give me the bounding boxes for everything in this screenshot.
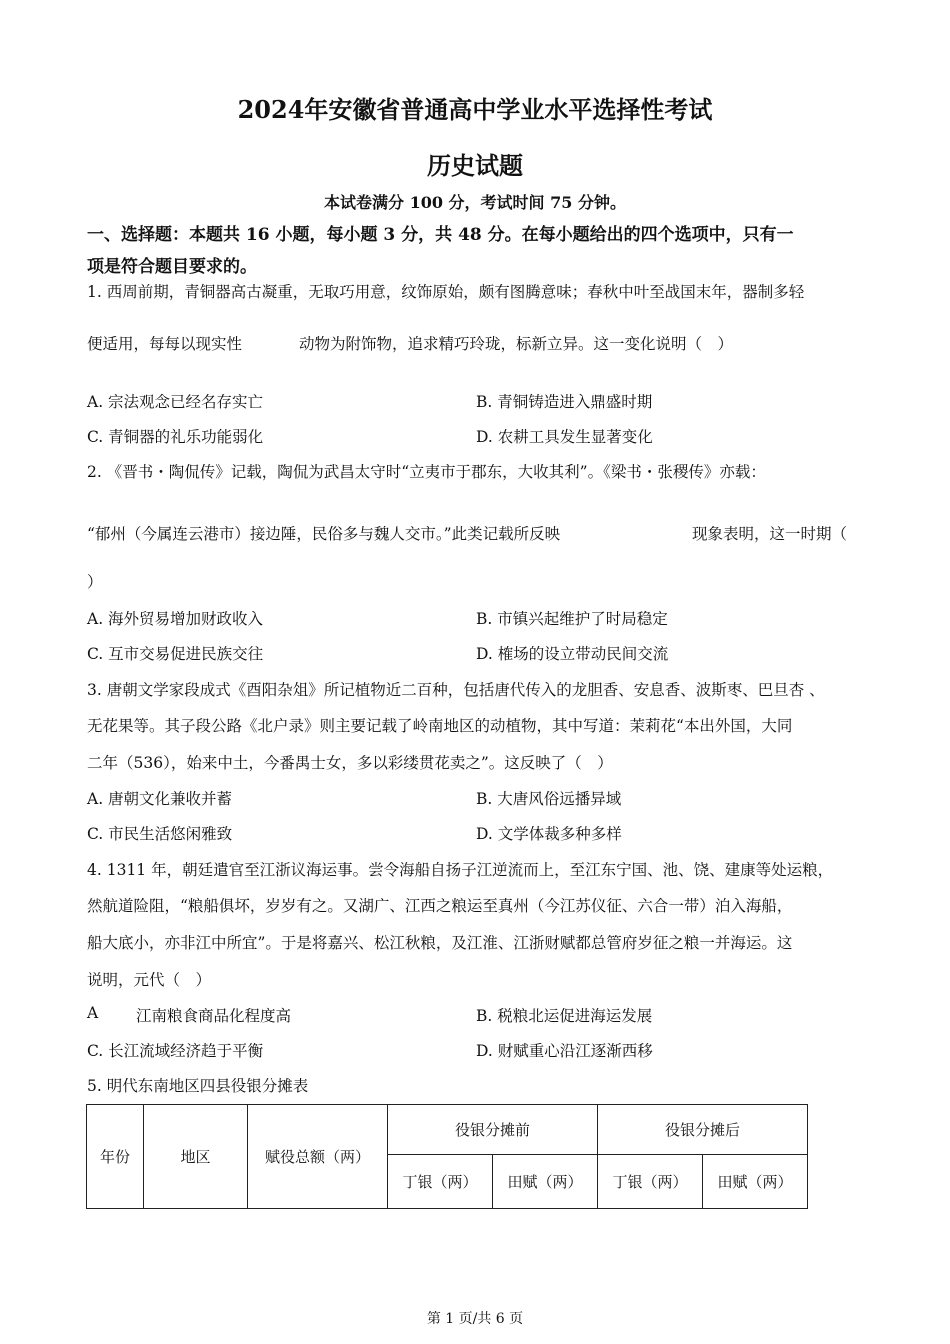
q4-option-d[interactable]: D. 财赋重心沿江逐渐西移 (476, 1042, 653, 1060)
q4-option-b[interactable]: B. 税粮北运促进海运发展 (476, 1007, 653, 1025)
exam-subtitle: 历史试题 (427, 151, 523, 180)
q2-option-c[interactable]: C. 互市交易促进民族交往 (87, 645, 264, 663)
page-footer: 第 1 页/共 6 页 (426, 1311, 524, 1327)
exam-note: 本试卷满分 100 分，考试时间 75 分钟。 (324, 193, 626, 212)
q2-stem-line1: 2. 《晋书・陶侃传》记载，陶侃为武昌太守时“立夷市于郡东，大收其利”。《梁书・张稷传》亦载： (87, 463, 766, 481)
q4-stem-line3: 船大底小，亦非江中所宜”。于是将嘉兴、松江秋粮，及江淮、江浙财赋都总管府岁征之粮一并海运。这 (87, 934, 793, 952)
q2-option-a[interactable]: A. 海外贸易增加财政收入 (87, 610, 264, 628)
th-after-group: 役银分摊后 (598, 1105, 808, 1155)
q3-option-b[interactable]: B. 大唐风俗远播异域 (476, 790, 622, 808)
th-before-group: 役银分摊前 (388, 1105, 598, 1155)
q2-stem-line2a: “郁州（今属连云港市）接边陲，民俗多与魏人交市。”此类记载所反映 (87, 525, 561, 543)
q2-option-d[interactable]: D. 榷场的设立带动民间交流 (476, 645, 669, 663)
q4-option-c[interactable]: C. 长江流域经济趋于平衡 (87, 1042, 264, 1060)
th-year: 年份 (87, 1105, 144, 1209)
section-heading-line1: 一、选择题：本题共 16 小题，每小题 3 分，共 48 分。在每小题给出的四个选项中，只有一 (87, 225, 794, 245)
q1-stem-line2b: 动物为附饰物，追求精巧玲珑，标新立异。这一变化说明（ ） (299, 335, 734, 353)
q3-option-d[interactable]: D. 文学体裁多种多样 (476, 825, 622, 843)
th-after-tian: 田赋（两） (703, 1155, 808, 1209)
exam-title: 2024年安徽省普通高中学业水平选择性考试 (237, 95, 713, 124)
q1-option-b[interactable]: B. 青铜铸造进入鼎盛时期 (476, 393, 653, 411)
th-region: 地区 (144, 1105, 248, 1209)
th-before-ding: 丁银（两） (388, 1155, 493, 1209)
q3-option-a[interactable]: A. 唐朝文化兼收并蓄 (87, 790, 233, 808)
q5-table (86, 1104, 808, 1209)
q3-stem-line1: 3. 唐朝文学家段成式《酉阳杂俎》所记植物近二百种，包括唐代传入的龙胆香、安息香、波斯枣、巴旦杏 、 (87, 681, 825, 699)
q5-title: 5. 明代东南地区四县役银分摊表 (87, 1077, 309, 1095)
q1-option-a[interactable]: A. 宗法观念已经名存实亡 (87, 393, 264, 411)
q1-stem-line2a: 便适用，每每以现实性 (87, 335, 243, 353)
th-before-tian: 田赋（两） (493, 1155, 598, 1209)
q2-stem-line2b: 现象表明，这一时期（ (692, 525, 848, 543)
q2-option-b[interactable]: B. 市镇兴起维护了时局稳定 (476, 610, 668, 628)
q4-stem-line2: 然航道险阻，“粮船俱坏，岁岁有之。又湖广、江西之粮运至真州（今江苏仪征、六合一带）泊入海船， (87, 897, 793, 915)
q3-stem-line2: 无花果等。其子段公路《北户录》则主要记载了岭南地区的动植物，其中写道：茉莉花“本出外国，大同 (87, 717, 793, 735)
q4-stem-line4: 说明，元代（ ） (87, 971, 212, 989)
q4-option-a-letter[interactable]: A (87, 1004, 99, 1022)
section-heading-line2: 项是符合题目要求的。 (87, 257, 257, 277)
th-after-ding: 丁银（两） (598, 1155, 703, 1209)
q3-option-c[interactable]: C. 市民生活悠闲雅致 (87, 825, 233, 843)
q1-stem-line1: 1. 西周前期，青铜器高古凝重，无取巧用意，纹饰原始，颇有图腾意味；春秋中叶至战国末年，器制多轻 (87, 283, 805, 301)
q1-option-d[interactable]: D. 农耕工具发生显著变化 (476, 428, 653, 446)
q1-option-c[interactable]: C. 青铜器的礼乐功能弱化 (87, 428, 264, 446)
q2-stem-line3: ） (87, 573, 103, 591)
q4-option-a[interactable]: 江南粮食商品化程度高 (136, 1007, 292, 1025)
q4-stem-line1: 4. 1311 年，朝廷遣官至江浙议海运事。尝令海船自扬子江逆流而上，至江东宁国、池、饶、建康等处运粮， (87, 861, 834, 879)
q3-stem-line3: 二年（536），始来中土，今番禺士女，多以彩缕贯花卖之”。这反映了（ ） (87, 754, 613, 772)
th-total: 赋役总额（两） (248, 1105, 388, 1209)
